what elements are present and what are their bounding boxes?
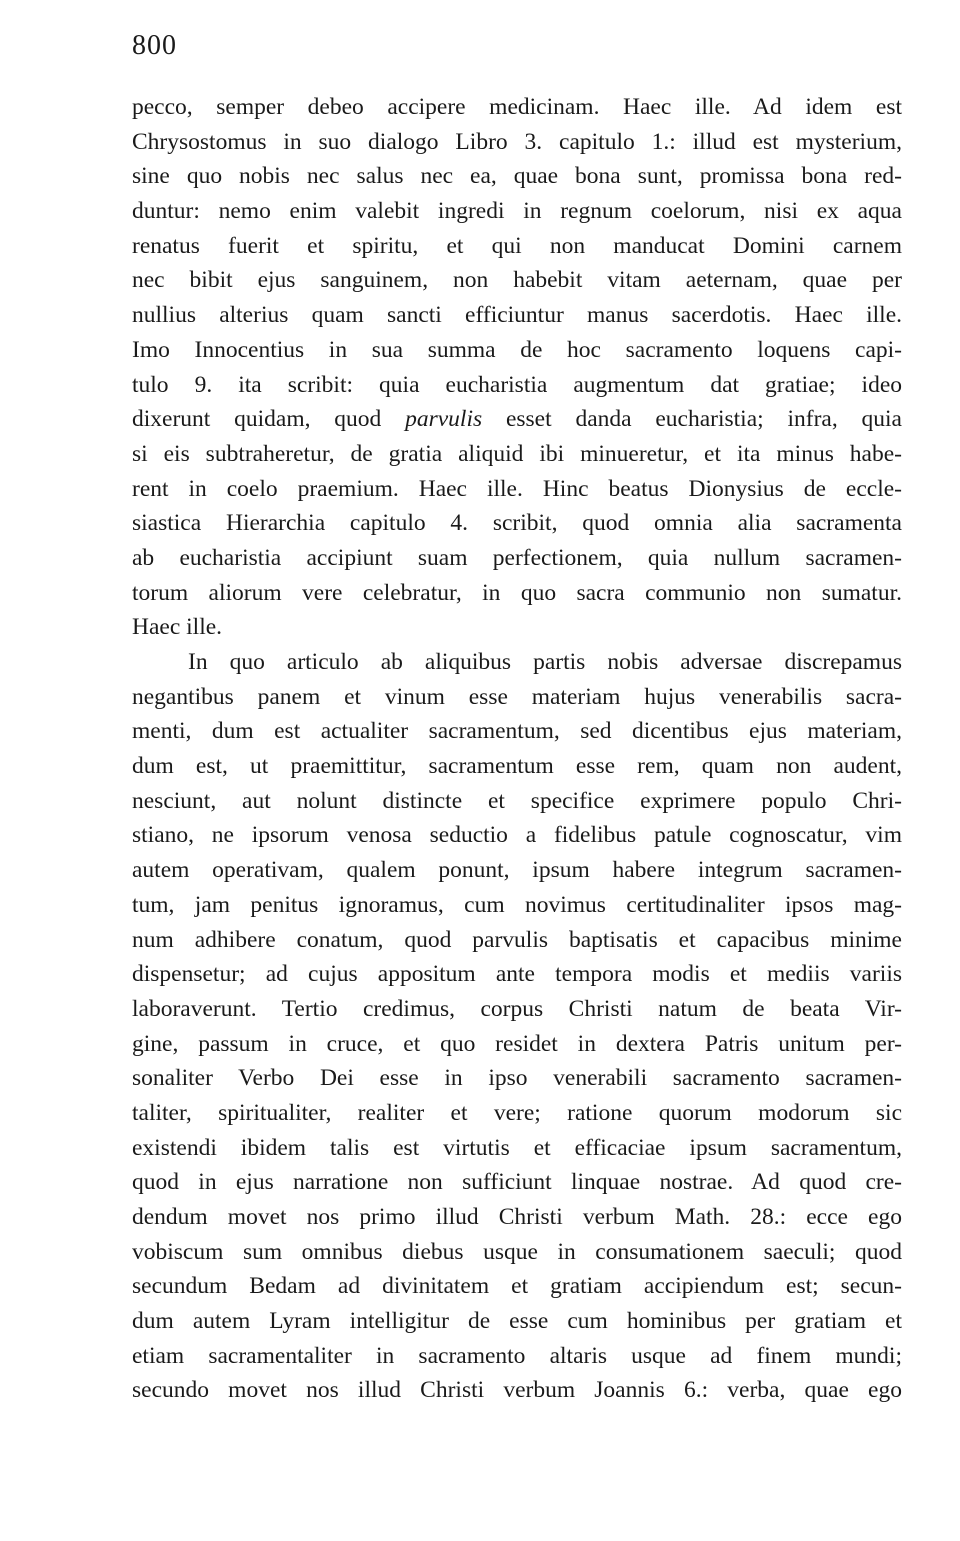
text-line: nec bibit ejus sanguinem, non habebit vitam aeternam, quae per: [132, 267, 902, 294]
text-line: ab eucharistia accipiunt suam perfectionem, quia nullum sacramen-: [132, 544, 902, 571]
text-line: torum aliorum vere celebratur, in quo sacra communio non sumatur.: [132, 579, 902, 606]
text-line: secundum Bedam ad divinitatem et gratiam accipiendum est; secun-: [132, 1273, 902, 1300]
text-line: num adhibere conatum, quod parvulis baptisatis et capacibus minime: [132, 926, 902, 953]
text-line: autem operativam, qualem ponunt, ipsum habere integrum sacramen-: [132, 857, 902, 884]
text-line: sonaliter Verbo Dei esse in ipso venerabili sacramento sacramen-: [132, 1065, 902, 1092]
text-line: si eis subtraheretur, de gratia aliquid ibi minueretur, et ita minus habe-: [132, 440, 902, 467]
text-line: dixerunt quidam, quod parvulis esset danda eucharistia; infra, quia: [132, 406, 902, 433]
text-line: dum est, ut praemittitur, sacramentum esse rem, quam non audent,: [132, 753, 902, 780]
text-line: duntur: nemo enim valebit ingredi in regnum coelorum, nisi ex aqua: [132, 198, 902, 225]
text-line: etiam sacramentaliter in sacramento altaris usque ad finem mundi;: [132, 1342, 902, 1369]
text-line: existendi ibidem talis est virtutis et efficaciae ipsum sacramentum,: [132, 1134, 902, 1161]
text-line: dendum movet nos primo illud Christi verbum Math. 28.: ecce ego: [132, 1204, 902, 1230]
text-line: In quo articulo ab aliquibus partis nobis adversae discrepamus: [188, 649, 902, 675]
italic-word: parvulis: [405, 406, 483, 433]
text-line: taliter, spiritualiter, realiter et vere; ratione quorum modorum sic: [132, 1099, 902, 1126]
text-line: Imo Innocentius in sua summa de hoc sacramento loquens capi-: [132, 336, 902, 363]
text-line: nesciunt, aut nolunt distincte et specifice exprimere populo Chri-: [132, 787, 902, 814]
text-line: nullius alterius quam sancti efficiuntur manus sacerdotis. Haec ille.: [132, 302, 902, 329]
text-line: tum, jam penitus ignoramus, cum novimus certitudinaliter ipsos mag-: [132, 891, 902, 918]
page-number: 800: [132, 30, 177, 61]
text-line: secundo movet nos illud Christi verbum Joannis 6.: verba, quae ego: [132, 1377, 902, 1404]
text-line: Haec ille.: [132, 614, 223, 641]
text-line: sine quo nobis nec salus nec ea, quae bona sunt, promissa bona red-: [132, 163, 902, 190]
text-line: Chrysostomus in suo dialogo Libro 3. capitulo 1.: illud est mysterium,: [132, 128, 902, 155]
text-line: stiano, ne ipsorum venosa seductio a fidelibus patule cognoscatur, vim: [132, 822, 902, 849]
text-line: laboraverunt. Tertio credimus, corpus Christi natum de beata Vir-: [132, 995, 902, 1022]
text-line: pecco, semper debeo accipere medicinam. Haec ille. Ad idem est: [132, 94, 902, 120]
text-line: quod in ejus narratione non sufficiunt linquae nostrae. Ad quod cre-: [132, 1169, 902, 1196]
text-line: dum autem Lyram intelligitur de esse cum hominibus per gratiam et: [132, 1308, 902, 1335]
text-line: renatus fuerit et spiritu, et qui non manducat Domini carnem: [132, 232, 902, 259]
text-line: rent in coelo praemium. Haec ille. Hinc beatus Dionysius de eccle-: [132, 475, 902, 502]
text-line: gine, passum in cruce, et quo residet in dextera Patris unitum per-: [132, 1030, 902, 1057]
text-line: dispensetur; ad cujus appositum ante tempora modis et mediis variis: [132, 961, 902, 988]
text-line: tulo 9. ita scribit: quia eucharistia augmentum dat gratiae; ideo: [132, 371, 902, 398]
text-line: vobiscum sum omnibus diebus usque in consumationem saeculi; quod: [132, 1238, 902, 1265]
text-line: siastica Hierarchia capitulo 4. scribit, quod omnia alia sacramenta: [132, 510, 902, 537]
text-line: menti, dum est actualiter sacramentum, sed dicentibus ejus materiam,: [132, 718, 902, 745]
text-line: negantibus panem et vinum esse materiam hujus venerabilis sacra-: [132, 683, 902, 710]
body-text: [132, 90, 902, 1408]
